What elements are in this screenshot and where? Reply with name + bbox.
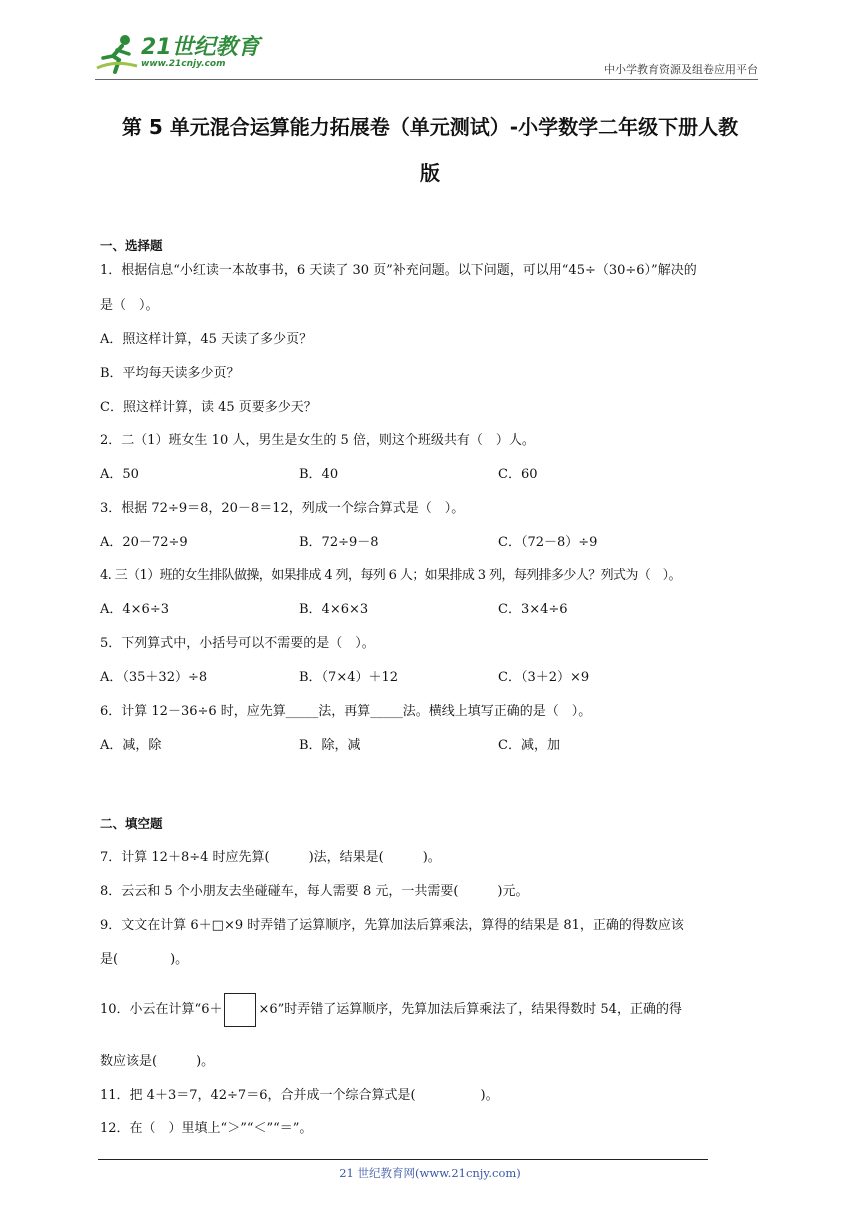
q4-option-b: B．4×6×3 — [299, 602, 369, 617]
title-line-2: 版 — [420, 161, 440, 185]
q3-option-a: A．20－72÷9 — [100, 535, 188, 550]
q1-stem-line2: 是（ ）。 — [100, 298, 159, 313]
q2-stem: 2．二（1）班女生 10 人，男生是女生的 5 倍，则这个班级共有（ ）人。 — [100, 433, 535, 448]
title-line-1: 第 5 单元混合运算能力拓展卷（单元测试）-小学数学二年级下册人教 — [121, 115, 739, 139]
q9-stem-line1: 9．文文在计算 6＋□×9 时弄错了运算顺序，先算加法后算乘法，算得的结果是 81，正确的得数应该 — [100, 918, 684, 933]
q6-option-c: C．减，加 — [498, 738, 560, 753]
logo-text: 21世纪教育 — [141, 35, 260, 60]
logo-url: www.21cnjy.com — [141, 59, 226, 69]
section-heading-choice: 一、选择题 — [100, 238, 163, 253]
q2-option-b: B．40 — [299, 467, 339, 482]
header-divider — [95, 79, 758, 80]
q12-stem: 12．在（ ）里填上“＞”“＜”“＝”。 — [100, 1121, 313, 1136]
section-heading-fill: 二、填空题 — [100, 816, 163, 831]
q6-option-a: A．减，除 — [100, 738, 162, 753]
q1-option-a: A．照这样计算，45 天读了多少页？ — [100, 332, 313, 347]
footer-text: 21 世纪教育网(www.21cnjy.com) — [339, 1166, 521, 1180]
logo — [95, 32, 295, 78]
q10-stem-line1 — [100, 991, 682, 1029]
q6-stem: 6．计算 12－36÷6 时，应先算_____法，再算_____法。横线上填写正确的是（ ）。 — [100, 704, 592, 719]
q5-stem: 5．下列算式中，小括号可以不需要的是（ ）。 — [100, 636, 375, 651]
q3-stem: 3．根据 72÷9＝8，20－8＝12，列成一个综合算式是（ ）。 — [100, 501, 465, 516]
q5-option-c: C．（3＋2）×9 — [498, 670, 590, 685]
q2-option-a: A．50 — [100, 467, 139, 482]
q5-option-b: B．（7×4）＋12 — [299, 670, 399, 685]
footer-divider — [98, 1159, 708, 1160]
q11-stem: 11．把 4＋3＝7，42÷7＝6，合并成一个综合算式是( )。 — [100, 1088, 499, 1103]
q3-option-c: C．（72－8）÷9 — [498, 535, 598, 550]
q5-option-a: A．（35＋32）÷8 — [100, 670, 208, 685]
q9-stem-line2: 是( )。 — [100, 952, 189, 967]
blank-box — [224, 993, 256, 1027]
platform-name: 中小学教育资源及组卷应用平台 — [604, 63, 758, 76]
q1-option-c: C．照这样计算，读 45 页要多少天？ — [100, 400, 317, 415]
q10-stem-line2: 数应该是( )。 — [100, 1054, 215, 1069]
q10-stem-prefix: 10．小云在计算“6＋ — [100, 1002, 223, 1017]
q3-option-b: B．72÷9－8 — [299, 535, 379, 550]
q4-stem: 4. 三（1）班的女生排队做操，如果排成 4 列，每列 6 人；如果排成 3 列，每列排多少人？列式为（ ）。 — [100, 568, 681, 583]
runner-logo-icon — [95, 32, 139, 76]
page-header — [95, 30, 758, 80]
q10-stem-suffix: ×6”时弄错了运算顺序，先算加法后算乘法了，结果得数时 54，正确的得 — [258, 1002, 682, 1017]
q4-option-c: C．3×4÷6 — [498, 602, 568, 617]
q2-option-c: C．60 — [498, 467, 538, 482]
q8-stem: 8．云云和 5 个小朋友去坐碰碰车，每人需要 8 元，一共需要( )元。 — [100, 884, 529, 899]
q6-option-b: B．除，减 — [299, 738, 361, 753]
q4-option-a: A．4×6÷3 — [100, 602, 169, 617]
q7-stem: 7．计算 12＋8÷4 时应先算( )法，结果是( )。 — [100, 850, 441, 865]
q1-stem-line1: 1．根据信息“小红读一本故事书，6 天读了 30 页”补充问题。以下问题，可以用“45÷（30÷6）”解决的 — [100, 263, 697, 278]
q1-option-b: B．平均每天读多少页？ — [100, 366, 240, 381]
document-title — [95, 104, 765, 196]
